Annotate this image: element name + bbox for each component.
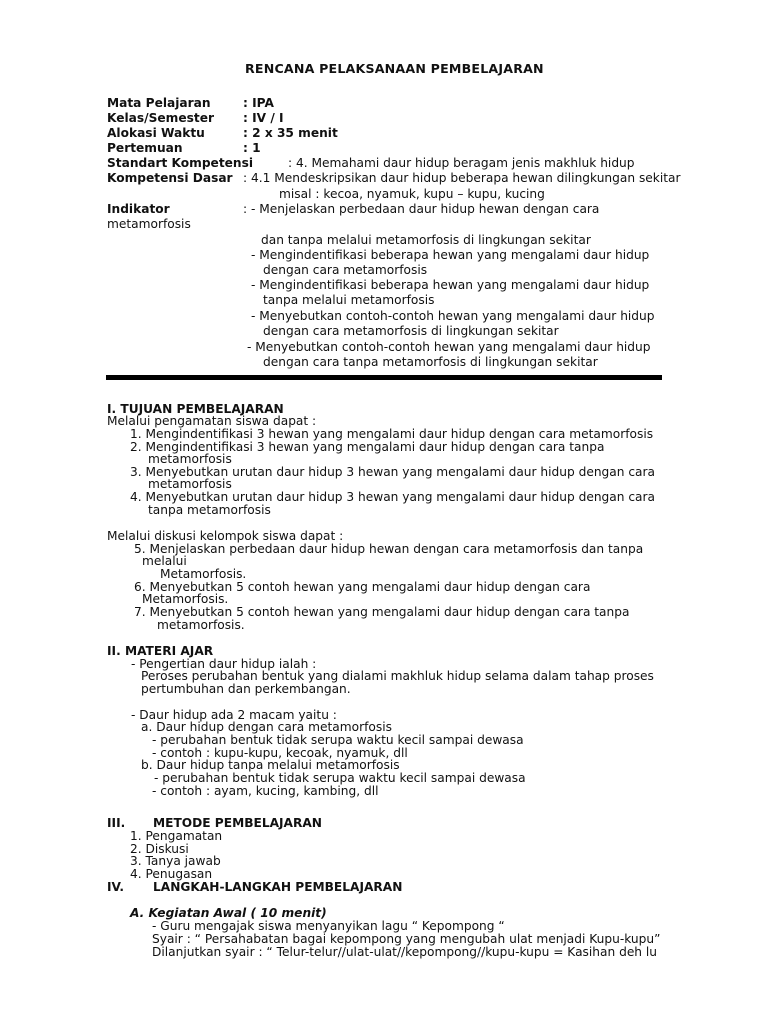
pertemuan-label: Pertemuan [107, 141, 183, 155]
kegiatan-awal-heading: A. Kegiatan Awal ( 10 menit) [130, 906, 327, 920]
tujuan-item-2b: metamorfosis [148, 452, 232, 466]
indikator-line3a: - Mengindentifikasi beberapa hewan yang mengalami daur hidup [251, 278, 650, 292]
metode-item-3: 3. Tanya jawab [130, 854, 221, 868]
tujuan-item-5c: Metamorfosis. [160, 567, 247, 581]
pertemuan-value: : 1 [243, 141, 261, 155]
metode-item-1: 1. Pengamatan [130, 829, 223, 843]
materi-line-7: - contoh : kupu-kupu, kecoak, nyamuk, dll [152, 746, 408, 760]
alokasi-label: Alokasi Waktu [107, 126, 205, 140]
tujuan-intro-1: Melalui pengamatan siswa dapat : [107, 414, 317, 428]
sk-label: Standart Kompetensi [107, 156, 254, 170]
indikator-line4b: dengan cara metamorfosis di lingkungan sekitar [263, 324, 559, 338]
langkah-line-1: - Guru mengajak siswa menyanyikan lagu “ Kepompong “ [152, 919, 505, 933]
kelas-value: : IV / I [243, 111, 284, 125]
materi-line-4: - Daur hidup ada 2 macam yaitu : [131, 708, 337, 722]
kd-value-line1: : 4.1 Mendeskripsikan daur hidup beberapa hewan dilingkungan sekitar [243, 171, 681, 185]
indikator-line4a: - Menyebutkan contoh-contoh hewan yang mengalami daur hidup [251, 309, 655, 323]
tujuan-item-6a: 6. Menyebutkan 5 contoh hewan yang mengalami daur hidup dengan cara [134, 580, 591, 594]
metode-item-2: 2. Diskusi [130, 842, 189, 856]
metode-heading: METODE PEMBELAJARAN [153, 816, 322, 830]
kd-value-line2: misal : kecoa, nyamuk, kupu – kupu, kucing [279, 187, 545, 201]
sk-value: : 4. Memahami daur hidup beragam jenis makhluk hidup [288, 156, 635, 170]
tujuan-item-7b: metamorfosis. [157, 618, 245, 632]
materi-heading: II. MATERI AJAR [107, 644, 214, 658]
materi-line-9: - perubahan bentuk tidak serupa waktu kecil sampai dewasa [154, 771, 526, 785]
langkah-line-2: Syair : “ Persahabatan bagai kepompong yang mengubah ulat menjadi Kupu-kupu” [152, 932, 661, 946]
indikator-line5a: - Menyebutkan contoh-contoh hewan yang mengalami daur hidup [247, 340, 651, 354]
tujuan-item-6b: Metamorfosis. [142, 592, 229, 606]
tujuan-item-4b: tanpa metamorfosis [148, 503, 271, 517]
tujuan-item-5b: melalui [142, 554, 187, 568]
langkah-heading: LANGKAH-LANGKAH PEMBELAJARAN [153, 880, 403, 894]
indikator-line3b: tanpa melalui metamorfosis [263, 293, 435, 307]
indikator-line2b: dengan cara metamorfosis [263, 263, 428, 277]
mapel-value: : IPA [243, 96, 274, 110]
materi-line-6: - perubahan bentuk tidak serupa waktu kecil sampai dewasa [152, 733, 524, 747]
materi-line-2: Peroses perubahan bentuk yang dialami makhluk hidup selama dalam tahap proses [141, 669, 654, 683]
indikator-line1b: metamorfosis [107, 217, 191, 231]
tujuan-item-7a: 7. Menyebutkan 5 contoh hewan yang mengalami daur hidup dengan cara tanpa [134, 605, 630, 619]
indikator-line5b: dengan cara tanpa metamorfosis di lingkungan sekitar [263, 355, 598, 369]
materi-line-1: - Pengertian daur hidup ialah : [131, 657, 317, 671]
tujuan-item-2a: 2. Mengindentifikasi 3 hewan yang mengalami daur hidup dengan cara tanpa [130, 440, 605, 454]
materi-line-10: - contoh : ayam, kucing, kambing, dll [152, 784, 379, 798]
materi-line-5: a. Daur hidup dengan cara metamorfosis [141, 720, 392, 734]
tujuan-heading: I. TUJUAN PEMBELAJARAN [107, 402, 284, 416]
tujuan-item-4a: 4. Menyebutkan urutan daur hidup 3 hewan yang mengalami daur hidup dengan cara [130, 490, 655, 504]
materi-line-8: b. Daur hidup tanpa melalui metamorfosis [141, 758, 400, 772]
kd-label: Kompetensi Dasar [107, 171, 233, 185]
indikator-line1c: dan tanpa melalui metamorfosis di lingkungan sekitar [261, 233, 591, 247]
tujuan-item-3a: 3. Menyebutkan urutan daur hidup 3 hewan yang mengalami daur hidup dengan cara [130, 465, 655, 479]
metode-number: III. [107, 816, 126, 830]
mapel-label: Mata Pelajaran [107, 96, 211, 110]
indikator-line2a: - Mengindentifikasi beberapa hewan yang mengalami daur hidup [251, 248, 650, 262]
alokasi-value: : 2 x 35 menit [243, 126, 338, 140]
page-title: RENCANA PELAKSANAAN PEMBELAJARAN [245, 61, 544, 76]
metode-item-4: 4. Penugasan [130, 867, 213, 881]
langkah-line-3: Dilanjutkan syair : “ Telur-telur//ulat-ulat//kepompong//kupu-kupu = Kasihan deh lu [152, 945, 658, 959]
tujuan-intro-2: Melalui diskusi kelompok siswa dapat : [107, 529, 344, 543]
tujuan-item-5a: 5. Menjelaskan perbedaan daur hidup hewan dengan cara metamorfosis dan tanpa [134, 542, 644, 556]
tujuan-item-1: 1. Mengindentifikasi 3 hewan yang mengalami daur hidup dengan cara metamorfosis [130, 427, 654, 441]
indikator-label: Indikator [107, 202, 170, 216]
horizontal-rule [106, 375, 662, 380]
materi-line-3: pertumbuhan dan perkembangan. [141, 682, 351, 696]
langkah-number: IV. [107, 880, 125, 894]
indikator-line1: : - Menjelaskan perbedaan daur hidup hewan dengan cara [243, 202, 600, 216]
tujuan-item-3b: metamorfosis [148, 477, 232, 491]
kelas-label: Kelas/Semester [107, 111, 214, 125]
